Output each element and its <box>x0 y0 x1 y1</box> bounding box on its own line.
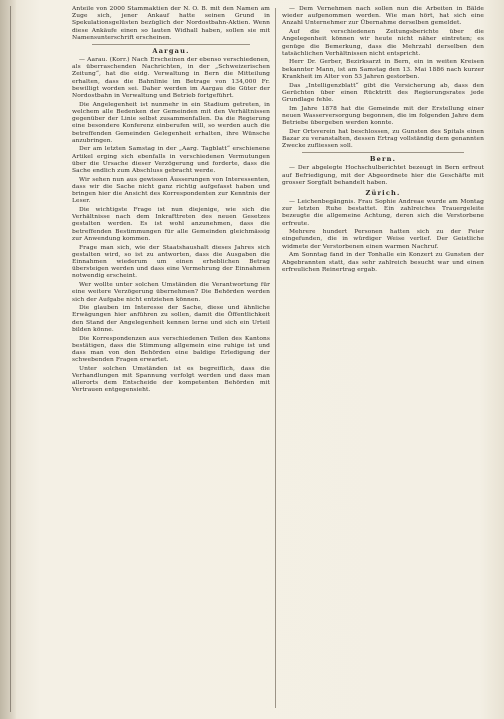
section-rule <box>302 152 464 153</box>
binding-line <box>10 6 11 712</box>
section-heading-aargau: Aargau. <box>152 47 190 56</box>
article-paragraph: Wir sehen nun aus gewissen Äusserungen von Interessenten, dass wir die Sache nicht ganz richtig aufgefasst haben und bringen hier die Ansicht des Korrespondenten zur Kenntnis der Leser. <box>72 176 270 205</box>
column-divider <box>275 8 276 708</box>
article-paragraph: Am Sonntag fand in der Tonhalle ein Konzert zu Gunsten der Abgebrannten statt, das sehr zahlreich besucht war und einen erfreulichen Reinertrag ergab. <box>282 252 484 273</box>
article-paragraph: Das „Intelligenzblatt“ gibt die Versicherung ab, dass den Gerüchten über einen Rücktritt des Regierungsrates jede Grundlage fehle. <box>282 82 484 103</box>
article-paragraph: Die Angelegenheit ist nunmehr in ein Stadium getreten, in welchem alle Bedenken der Gemeinden mit den Verhältnissen gegenüber der Linie selbst zusammenfallen. Da die Regierung eine besondere Konferenz einberufen will, so werden auch die betreffenden Gemeinden Gelegenheit erhalten, ihre Wünsche anzubringen. <box>72 101 270 144</box>
left-text-column <box>72 6 270 710</box>
article-paragraph: Die glauben im Interesse der Sache, diese und ähnliche Erwägungen hier anführen zu sollen, damit die Öffentlichkeit den Stand der Angelegenheit kennen lerne und sich ein Urteil bilden könne. <box>72 305 270 333</box>
page-binding-edge <box>0 0 16 719</box>
article-paragraph: Der am letzten Samstag in der „Aarg. Tagblatt“ erschienene Artikel erging sich ebenfalls in verschiedenen Vermutungen über die Ursache dieser Verzögerung und forderte, dass die Sache endlich zum Abschluss gebracht werde. <box>72 146 270 175</box>
article-paragraph: — Dem Vernehmen nach sollen nun die Arbeiten in Bälde wieder aufgenommen werden. Wie man hört, hat sich eine Anzahl Unternehmer zur Übernahme derselben gemeldet. <box>282 6 484 27</box>
article-paragraph: Mehrere hundert Personen hatten sich zu der Feier eingefunden, die in würdiger Weise verlief. Der Geistliche widmete der Verstorbenen einen warmen Nachruf. <box>282 229 484 250</box>
section-rule <box>92 44 250 45</box>
article-intro: Anteile von 2000 Stammaktien der N. O. B. mit den Namen am Zuge sich, jener Ankauf hatte seinen Grund in Spekulationsgelüsten bezüglich der Nordostbahn-Aktien. Wenn diese Ankäufe einen so lauten Widhall haben, sollen sie mit Namensunterschrift erscheinen. <box>72 6 270 41</box>
article-paragraph: Wer wollte unter solchen Umständen die Verantwortung für eine weitere Verzögerung übernehmen? Die Behörden werden sich der Aufgabe nicht entziehen können. <box>72 282 270 303</box>
article-paragraph: — Aarau. (Korr.) Nach Erscheinen der ebenso verschiedenen, als überraschenden Nachrichten, in der „Schweizerischen Zeitung“, hat die eidg. Verwaltung in Bern die Mitteilung erhalten, dass die Bahnlinie im Betrage von 134,000 Fr. bewilligt worden sei. Daher werden im Aargau die Güter der Nordostbahn in Verwaltung und Betrieb fortgeführt. <box>72 57 270 100</box>
article-paragraph: Die Korrespondenzen aus verschiedenen Teilen des Kantons bestätigen, dass die Stimmung allgemein eine ruhige ist und dass man von den Behörden eine baldige Erledigung der schwebenden Fragen erwartet. <box>72 335 270 364</box>
article-paragraph: — Der abgelegte Hochschulberichtet bezeugt in Bern erfreut auf Befriedigung, mit der Abgeordnete hier die Geschäfte mit grosser Sorgfalt behandelt haben. <box>282 165 484 186</box>
right-text-column <box>282 6 484 710</box>
article-paragraph: Im Jahre 1878 hat die Gemeinde mit der Erstellung einer neuen Wasserversorgung begonnen, die im folgenden Jahre dem Betriebe übergeben werden konnte. <box>282 105 484 127</box>
article-paragraph: Der Ortsverein hat beschlossen, zu Gunsten des Spitals einen Bazar zu veranstalten, dessen Ertrag vollständig dem genannten Zwecke zufliessen soll. <box>282 128 484 150</box>
article-paragraph: — Leichenbegängnis. Frau Sophie Andreae wurde am Montag zur letzten Ruhe bestattet. Ein zahlreiches Trauergeleite bezeugte die allgemeine Achtung, deren sich die Verstorbene erfreute. <box>282 198 484 227</box>
article-paragraph: Die wichtigste Frage ist nun diejenige, wie sich die Verhältnisse nach dem Inkrafttreten des neuen Gesetzes gestalten werden. Es ist wohl anzunehmen, dass die betreffenden Bestimmungen für alle Gemeinden gleichmässig zur Anwendung kommen. <box>72 207 270 242</box>
article-paragraph: Auf die verschiedenen Zeitungsberichte über die Angelegenheit können wir heute nicht näher eintreten; es genüge die Bemerkung, dass die Mehrzahl derselben den tatsächlichen Verhältnissen nicht entspricht. <box>282 29 484 57</box>
article-paragraph: Frage man sich, wie der Staatshaushalt dieses Jahres sich gestalten wird, so ist zu antworten, dass die Ausgaben die Einnahmen wiederum um einen erheblichen Betrag übersteigen werden und dass eine Vermehrung der Einnahmen notwendig erscheint. <box>72 244 270 280</box>
article-paragraph: Herr Dr. Gerber, Bezirksarzt in Bern, ein in weiten Kreisen bekannter Mann, ist am Samstag den 13. Mai 1886 nach kurzer Krankheit im Alter von 53 Jahren gestorben. <box>282 59 484 80</box>
article-paragraph: Unter solchen Umständen ist es begreiflich, dass die Verhandlungen mit Spannung verfolgt werden und dass man allerorts dem Entscheide der kompetenten Behörden mit Vertrauen entgegensieht. <box>72 365 270 394</box>
section-heading-zurich: Zürich. <box>365 188 401 197</box>
section-heading-bern: Bern. <box>369 155 397 164</box>
